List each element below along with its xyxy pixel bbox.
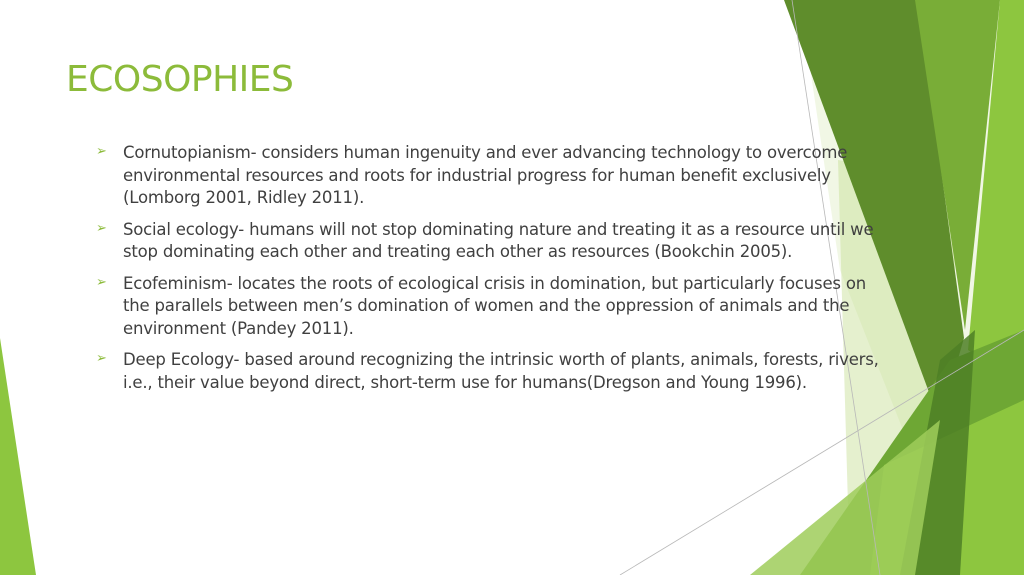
bullet-text-deep-ecology: Deep Ecology- based around recognizing the intrinsic worth of plants, animals, forests, rivers, i.e., their value beyond direct, short-term use for humans(Dregson and Young 1996). — [123, 350, 879, 392]
bullet-list — [96, 142, 896, 403]
arrow-bullet-icon: ➢ — [96, 274, 107, 290]
bullet-text-social-ecology: Social ecology- humans will not stop dominating nature and treating it as a resource until we stop dominating each other and treating each other as resources (Bookchin 2005). — [123, 219, 874, 261]
bullet-item — [96, 219, 896, 264]
left-facet — [0, 338, 36, 575]
lower-facet-light — [750, 420, 940, 575]
bullet-item — [96, 349, 896, 394]
bullet-text-cornutopianism: Cornutopianism- considers human ingenuity and ever advancing technology to overcome environmental resources and roots for industrial progress for human benefit exclusively (Lomborg 2001, Ridley 2011). — [123, 143, 848, 207]
arrow-bullet-icon: ➢ — [96, 220, 107, 236]
bullet-item — [96, 273, 896, 341]
arrow-bullet-icon: ➢ — [96, 351, 107, 366]
slide-title: ECOSOPHIES — [66, 59, 294, 100]
arrow-bullet-icon: ➢ — [96, 144, 107, 159]
bullet-item — [96, 142, 896, 210]
bullet-text-ecofeminism: Ecofeminism- locates the roots of ecological crisis in domination, but particularly focuses on the parallels between men’s domination of women and the oppression of animals and the environment (Pandey 2011). — [123, 273, 866, 338]
